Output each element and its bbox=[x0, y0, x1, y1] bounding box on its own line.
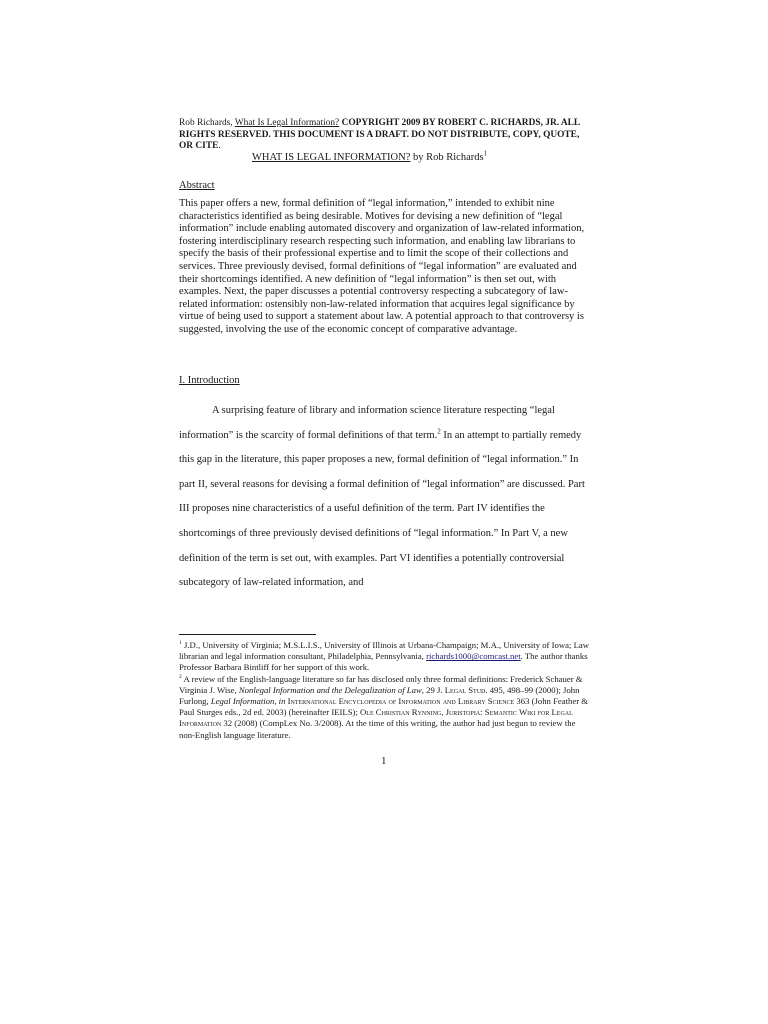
footnote-2-mark: 2 bbox=[179, 673, 182, 680]
author-email-link[interactable]: richards1000@comcast.net bbox=[426, 651, 521, 662]
footnote-2-text-l: 32 (2008) (CompLex No. 3/2008). At the time of this writing, the author had just begun to review the non-English language literature. bbox=[179, 718, 576, 740]
introduction-heading: I. Introduction bbox=[179, 375, 240, 386]
footnotes bbox=[179, 640, 591, 741]
introduction-text bbox=[179, 399, 589, 596]
footnote-2-text-j: 363 (John Feather & Paul Sturges eds., 2d ed. 2003) (hereinafter IEILS); bbox=[179, 696, 589, 718]
header-period: . bbox=[218, 141, 221, 152]
intro-text-part-b: In an attempt to partially remedy this gap in the literature, this paper proposes a new, formal definition of “legal information.” In part II, several reasons for devising a formal definition of “legal information” are discussed. Part III proposes nine characteristics of a useful definition of the term. Part IV identifies the shortcomings of three previously devised definitions of “legal information.” In Part V, a new definition of the term is set out, with examples. Part VI identifies a potentially controversial subcategory of law-related information, and bbox=[179, 429, 585, 589]
footnote-ref-1[interactable]: 1 bbox=[483, 150, 487, 158]
footnote-2-text-g: , bbox=[274, 696, 279, 707]
footnote-2-in: in bbox=[278, 696, 286, 707]
footnote-1-mark: 1 bbox=[179, 640, 182, 647]
paper-title bbox=[252, 152, 487, 163]
footnote-2 bbox=[179, 674, 591, 741]
header-title-link[interactable]: What Is Legal Information? bbox=[234, 118, 340, 128]
citation-title-schauer: Nonlegal Information and the Delegalization of Law bbox=[238, 684, 422, 695]
header-author: Rob Richards, bbox=[179, 118, 235, 128]
footnote-1-text: J.D., University of Virginia; M.S.L.I.S., University of Illinois at Urbana-Champaign; M.A., University of Iowa; Law librarian and legal information consultant, Philadelphia, Pennsylvania, bbox=[179, 640, 590, 662]
footnote-2-text-e: . 495, 498–99 (2000); John Furlong, bbox=[179, 684, 580, 707]
footnote-1 bbox=[179, 640, 591, 674]
draft-header bbox=[179, 118, 589, 153]
footnote-separator bbox=[179, 634, 316, 635]
abstract-text: This paper offers a new, formal definition of “legal information,” intended to exhibit nine characteristics identified as being desirable. Motives for devising a new definition of “legal information” include enabling automated discovery and organization of law-related information, fostering interdisciplinary research respecting such information, and enabling law librarians to specify the basis of their professional expertise and to limit the scope of their collections and services. Three previously devised, formal definitions of “legal information” are evaluated and their shortcomings identified. A new definition of “legal information” is then set out, with examples. Next, the paper discusses a potential controversy respecting a subcategory of law-related information: ostensibly non-law-related information that acquires legal significance by virtue of being used to support a statement about law. A potential approach to that controversy is suggested, involving the use of the economic concept of comparative advantage. bbox=[179, 198, 585, 335]
paper-title-by: by Rob Richards bbox=[410, 152, 484, 163]
footnote-1-tail: . The author thanks Professor Barbara Bintliff for her support of this work. bbox=[179, 651, 588, 673]
citation-rynning: Ole Christian Rynning, Juristopia: Semantic Wiki for Legal Information bbox=[179, 707, 573, 729]
intro-text-part-a: A surprising feature of library and information science literature respecting “legal information” is the scarcity of formal definitions of that term. bbox=[179, 405, 555, 441]
citation-title-furlong: Legal Information bbox=[210, 696, 275, 707]
footnote-ref-2[interactable]: 2 bbox=[437, 428, 441, 436]
footnote-2-text-a: A review of the English-language literature so far has disclosed only three formal definitions: Frederick Schauer & Virginia J. Wise, bbox=[179, 673, 583, 695]
journal-name: Legal Stud bbox=[444, 684, 486, 695]
paper-title-main: WHAT IS LEGAL INFORMATION? bbox=[252, 152, 411, 163]
footnote-2-text-c: , 29 J. bbox=[421, 684, 445, 695]
encyclopedia-name: International Encyclopedia of Information and Library Science bbox=[285, 696, 515, 707]
page-number: 1 bbox=[381, 755, 387, 767]
header-copyright: COPYRIGHT 2009 BY ROBERT C. RICHARDS, JR. ALL RIGHTS RESERVED. THIS DOCUMENT IS A DRAFT. DO NOT DISTRIBUTE, COPY, QUOTE, OR CITE bbox=[179, 118, 580, 152]
abstract-heading: Abstract bbox=[179, 180, 215, 191]
